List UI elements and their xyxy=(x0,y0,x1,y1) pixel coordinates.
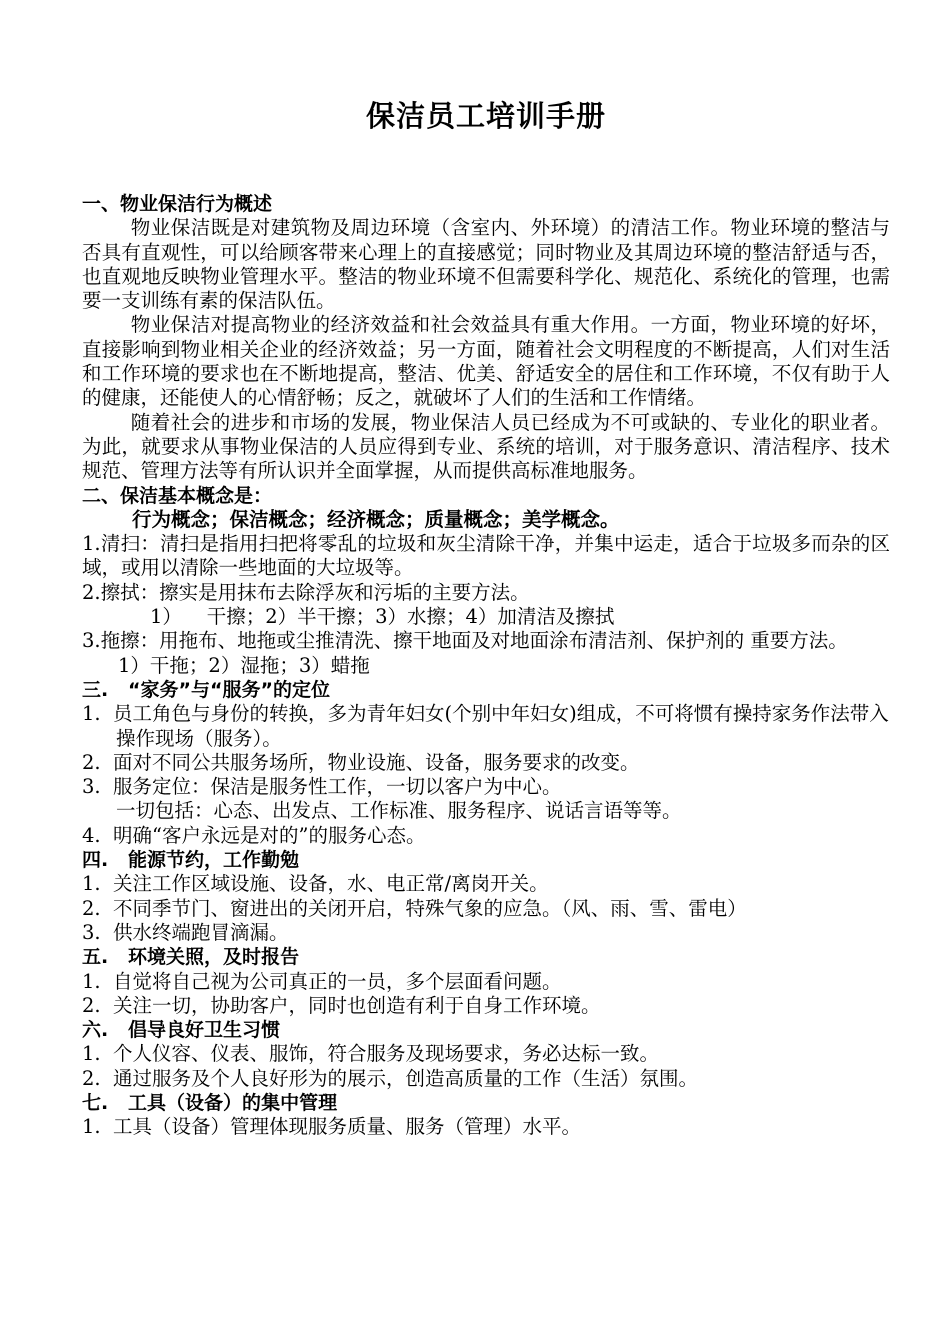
section-5-item-2: 2. 关注一切，协助客户，同时也创造有利于自身工作环境。 xyxy=(82,993,601,1017)
section-3-heading: 三. “家务”与“服务”的定位 xyxy=(82,678,331,701)
section-1-paragraph-3: 随着社会的进步和市场的发展，物业保洁人员已经成为不可或缺的、专业化的职业者。为此，就要求从事物业保洁的人员应得到专业、系统的培训，对于服务意识、清洁程序、技术规范、管理方法等有所认识并全面掌握，从而提供高标准地服务。 xyxy=(82,410,890,483)
section-2-item-3: 3.拖擦：用拖布、地拖或尘推清洗、擦干地面及对地面涂布清洁剂、保护剂的 重要方法。 xyxy=(82,629,848,653)
section-3-item-3-continuation: 一切包括：心态、出发点、工作标准、服务程序、说话言语等等。 xyxy=(116,799,682,823)
section-4-item-3: 3. 供水终端跑冒滴漏。 xyxy=(82,920,289,944)
section-4-item-2: 2. 不同季节门、窗进出的关闭开启，特殊气象的应急。（风、雨、雪、雷电） xyxy=(82,896,747,920)
section-7-heading: 七. 工具（设备）的集中管理 xyxy=(82,1091,338,1114)
section-6-heading: 六. 倡导良好卫生习惯 xyxy=(82,1019,281,1042)
section-4-heading: 四. 能源节约，工作勤勉 xyxy=(82,849,300,872)
section-1-paragraph-2: 物业保洁对提高物业的经济效益和社会效益具有重大作用。一方面，物业环境的好坏，直接影响到物业相关企业的经济效益；另一方面，随着社会文明程度的不断提高，人们对生活和工作环境的要求也在不断地提高，整洁、优美、舒适安全的居住和工作环境，不仅有助于人的健康，还能使人的心情舒畅；反之，就破坏了人们的生活和工作情绪。 xyxy=(82,313,890,410)
section-4-item-1: 1. 关注工作区域设施、设备，水、电正常/离岗开关。 xyxy=(82,872,549,896)
section-3-item-2: 2. 面对不同公共服务场所，物业设施、设备，服务要求的改变。 xyxy=(82,750,640,774)
section-2-item-2-sub: 1） 干擦；2）半干擦；3）水擦；4）加清洁及擦拭 xyxy=(150,605,615,629)
section-1-heading: 一、物业保洁行为概述 xyxy=(82,193,273,215)
section-2-concepts: 行为概念；保洁概念；经济概念；质量概念；美学概念。 xyxy=(132,507,620,531)
section-2-item-1: 1.清扫：清扫是指用扫把将零乱的垃圾和灰尘清除干净，并集中运走，适合于垃圾多而杂的区域，或用以清除一些地面的大垃圾等。 xyxy=(82,532,890,580)
section-1-paragraph-1: 物业保洁既是对建筑物及周边环境（含室内、外环境）的清洁工作。物业环境的整洁与否具有直观性，可以给顾客带来心理上的直接感觉；同时物业及其周边环境的整洁舒适与否，也直观地反映物业管理水平。整洁的物业环境不但需要科学化、规范化、系统化的管理，也需要一支训练有素的保洁队伍。 xyxy=(82,216,890,313)
section-3-item-4: 4. 明确“客户永远是对的”的服务心态。 xyxy=(82,823,426,847)
section-5-heading: 五. 环境关照，及时报告 xyxy=(82,946,300,969)
document-body xyxy=(82,192,890,1140)
section-7-item-1: 1. 工具（设备）管理体现服务质量、服务（管理）水平。 xyxy=(82,1115,582,1139)
section-2-heading: 二、保洁基本概念是： xyxy=(82,484,273,507)
section-6-item-1: 1. 个人仪容、仪表、服饰，符合服务及现场要求，务必达标一致。 xyxy=(82,1042,660,1066)
section-6-item-2: 2. 通过服务及个人良好形为的展示，创造高质量的工作（生活）氛围。 xyxy=(82,1066,699,1090)
section-3-item-3: 3. 服务定位：保洁是服务性工作，一切以客户为中心。 xyxy=(82,775,562,799)
section-5-item-1: 1. 自觉将自己视为公司真正的一员，多个层面看问题。 xyxy=(82,969,562,993)
section-2-item-2: 2.擦拭：擦实是用抹布去除浮灰和污垢的主要方法。 xyxy=(82,580,530,604)
document-title: 保洁员工培训手册 xyxy=(365,99,606,133)
section-3-item-1: 1. 员工角色与身份的转换，多为青年妇女(个别中年妇女)组成，不可将惯有操持家务作法带入操作现场（服务）。 xyxy=(82,702,889,750)
section-2-item-3-sub: 1）干拖；2）湿拖；3）蜡拖 xyxy=(118,653,370,677)
